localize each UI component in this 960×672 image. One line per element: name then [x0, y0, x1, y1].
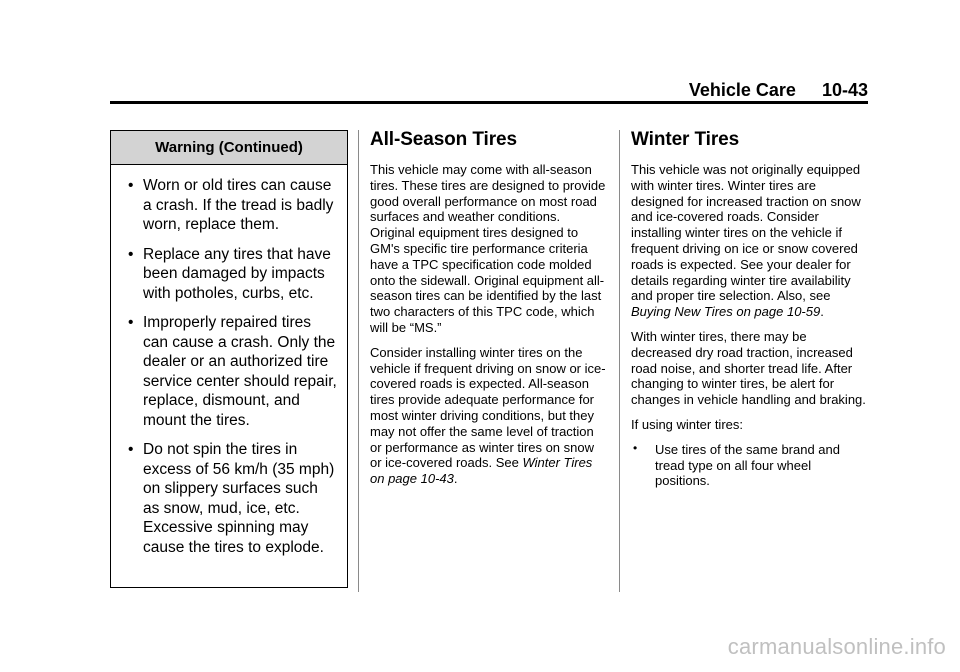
column-divider — [619, 130, 620, 592]
bullet-icon: • — [128, 245, 134, 263]
bullet-icon: • — [128, 441, 134, 458]
warning-item: • Do not spin the tires in excess of 56 km/h (35 mph) on slippery surfaces such as snow, mud, ice, etc. Excessive spinning may cause the tires to explode. — [128, 441, 335, 556]
list-item: • Use tires of the same brand and tread type on all four wheel positions. — [633, 440, 840, 489]
warning-box — [110, 130, 348, 588]
header-rule — [110, 101, 868, 104]
watermark: carmanualsonline.info — [727, 634, 946, 659]
warning-item: • Replace any tires that have been damaged by impacts with potholes, curbs, etc. — [128, 245, 331, 302]
warning-title: Warning (Continued) — [111, 131, 347, 165]
all-season-heading: All-Season Tires — [370, 129, 517, 150]
winter-paragraph: This vehicle was not originally equipped with winter tires. Winter tires are designed for increased traction on snow and ice-covered roads. Consider installing winter tires on the vehicle if frequent driving on ice or snow covered roads is expected. See your dealer for details regarding winter tire availability and proper tire selection. Also, see Buying New Tires on page 10-59. — [631, 162, 861, 320]
winter-bullet-list — [631, 442, 867, 489]
winter-column — [631, 128, 867, 489]
warning-item: • Improperly repaired tires can cause a crash. Only the dealer or an authorized tire service center should repair, replace, dismount, and mount the tires. — [128, 314, 337, 429]
column-divider — [358, 130, 359, 592]
cross-reference-link[interactable]: Winter Tires on page 10-43 — [370, 455, 593, 487]
winter-heading: Winter Tires — [631, 129, 740, 150]
warning-item: • Worn or old tires can cause a crash. If the tread is badly worn, replace them. — [128, 177, 334, 233]
bullet-icon: • — [633, 440, 638, 455]
page-header — [112, 80, 868, 100]
all-season-column — [370, 128, 606, 496]
all-season-paragraph: This vehicle may come with all-season tires. These tires are designed to provide good overall performance on most road surfaces and weather conditions. Original equipment tires designed to GM's specific tire performance criteria have a TPC specification code molded onto the sidewall. Original equipment all-season tires can be identified by the last two characters of this TPC code, which will be “MS.” — [370, 162, 606, 335]
bullet-icon: • — [128, 314, 134, 331]
page-number: 10-43 — [821, 80, 868, 100]
warning-list — [111, 165, 347, 557]
section-title: Vehicle Care — [688, 80, 796, 100]
bullet-icon: • — [128, 177, 134, 194]
cross-reference-link[interactable]: Buying New Tires on page 10-59 — [631, 304, 821, 320]
winter-paragraph: With winter tires, there may be decreased dry road traction, increased road noise, and shorter tread life. After changing to winter tires, be alert for changes in vehicle handling and braking. — [631, 328, 866, 408]
winter-paragraph: If using winter tires: — [631, 416, 743, 432]
all-season-paragraph: Consider installing winter tires on the vehicle if frequent driving on snow or ice-covered roads is expected. All-season tires provide adequate performance for most winter driving conditions, but they may not offer the same level of traction or performance as winter tires on snow or ice-covered roads. See Winter Tires on page 10-43. — [370, 344, 606, 487]
